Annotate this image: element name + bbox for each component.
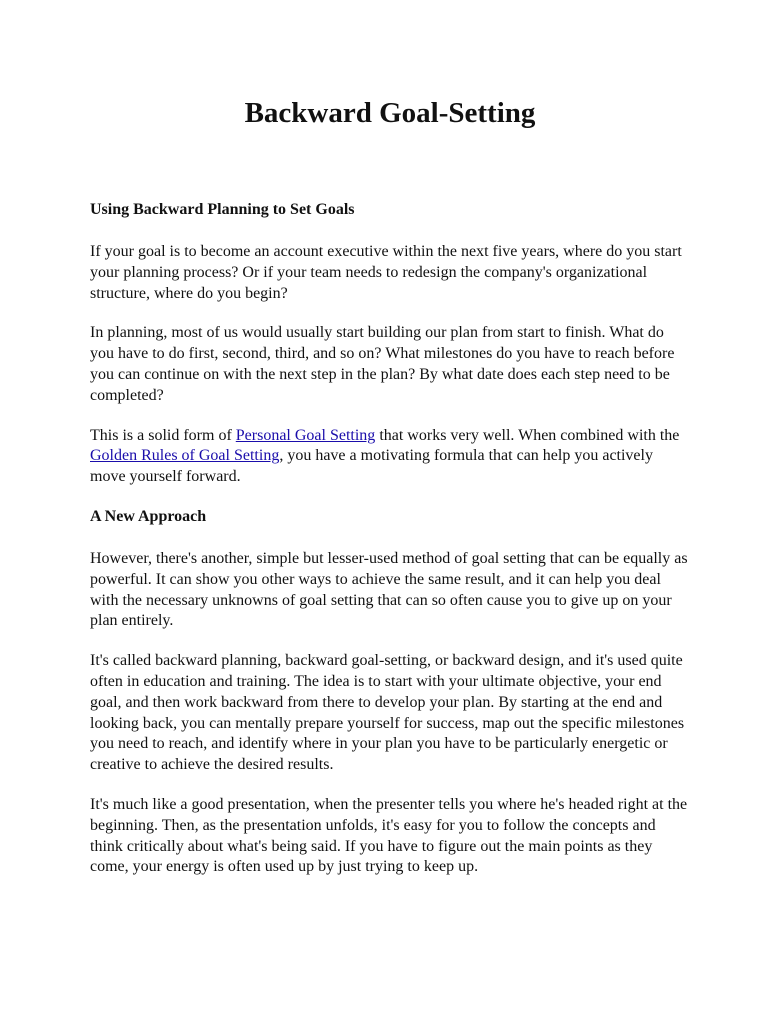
personal-goal-setting-link[interactable]: Personal Goal Setting (235, 426, 376, 444)
section-heading-backward-planning: Using Backward Planning to Set Goals (90, 201, 355, 218)
paragraph-3 (90, 426, 690, 488)
paragraph-2: In planning, most of us would usually start building our plan from start to finish. What do you have to do first, second, third, and so on? What milestones do you have to reach before you can continue on with the next step in the plan? By what date does each step need to be completed? (90, 324, 675, 404)
document-title: Backward Goal-Setting (244, 97, 536, 129)
golden-rules-link[interactable]: Golden Rules of Goal Setting (90, 447, 280, 465)
paragraph-5: It's called backward planning, backward goal-setting, or backward design, and it's used quite often in education and training. The idea is to start with your ultimate objective, your end goal, and then work backward from there to develop your plan. By starting at the end and looking back, you can mentally prepare yourself for success, map out the specific milestones you need to reach, and identify where in your plan you have to be particularly energetic or creative to achieve the desired results. (90, 652, 685, 774)
document-page (90, 96, 690, 897)
paragraph-4: However, there's another, simple but lesser-used method of goal setting that can be equally as powerful. It can show you other ways to achieve the same result, and it can help you deal with the necessary unknowns of goal setting that can so often cause you to give up on your plan entirely. (90, 549, 688, 630)
paragraph-1: If your goal is to become an account executive within the next five years, where do you start your planning process? Or if your team needs to redesign the company's organizational structure, where do you begin? (90, 243, 682, 302)
paragraph-3-text-a: This is a solid form of (90, 426, 236, 444)
paragraph-3-text-c: , you have a motivating formula that can help you actively move yourself forward. (90, 447, 653, 486)
paragraph-6: It's much like a good presentation, when the presenter tells you where he's headed right at the beginning. Then, as the presentation unfolds, it's easy for you to follow the concepts and think critically about what's being said. If you have to figure out the main points as they come, your energy is often used up by just trying to keep up. (90, 795, 688, 876)
section-heading-new-approach: A New Approach (90, 507, 207, 525)
paragraph-3-text-b: that works very well. When combined with the (375, 426, 680, 444)
